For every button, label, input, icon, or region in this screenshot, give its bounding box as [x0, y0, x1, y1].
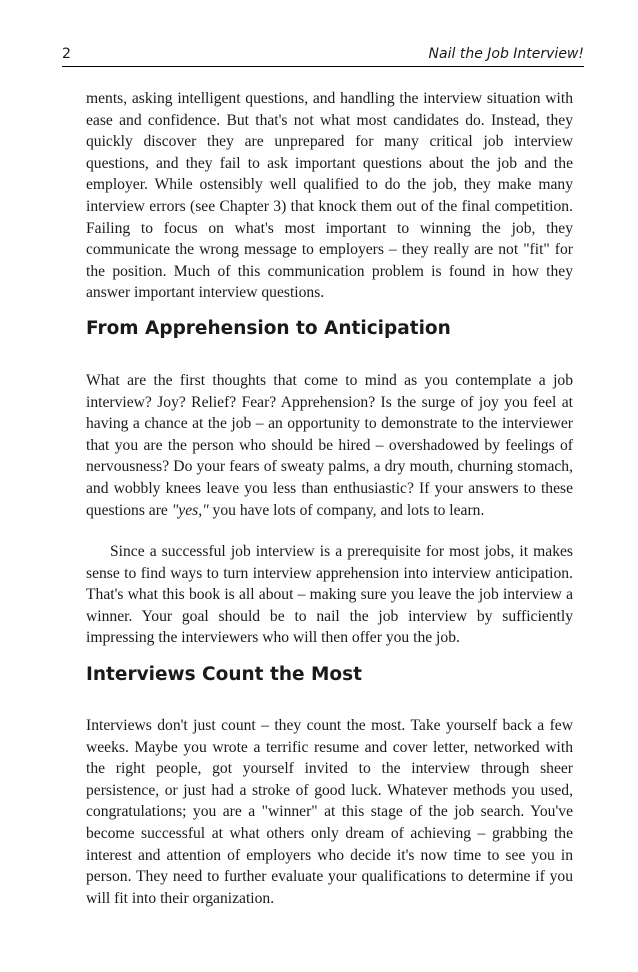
- paragraph-text: What are the first thoughts that come to mind as you contemplate a job interview? Joy? Relief? Fear? Apprehension? Is the surge of joy you feel at having a chance at the job – an opportunity to demonstrate to the interviewer that you are the person who should be hired – overshadowed by feelings of nervousness? Do your fears of sweaty palms, a dry mouth, churning stomach, and wobbly knees leave you less than enthusiastic? If your answers to these questions are: [86, 372, 573, 519]
- emphasis-yes: "yes,": [171, 501, 209, 519]
- page-header: [62, 44, 584, 67]
- paragraph-successful-interview: Since a successful job interview is a prerequisite for most jobs, it makes sense to find ways to turn interview apprehension into interview anticipation. That's what this book is all about – making sure you leave the job interview a winner. Your goal should be to nail the job interview by sufficiently impressing the interviewers who will then offer you the job.: [86, 543, 573, 647]
- page-number: 2: [62, 46, 71, 62]
- paragraph-text: you have lots of company, and lots to learn.: [208, 501, 485, 519]
- paragraph-first-thoughts: [86, 370, 573, 521]
- paragraph-interviews-count: Interviews don't just count – they count the most. Take yourself back a few weeks. Maybe you wrote a terrific resume and cover letter, networked with the right people, got yourself invited to the interview through sheer persistence, or just had a stroke of good luck. Whatever methods you used, congratulations; you are a "winner" at this stage of the job search. You've become successful at what others only dream of achieving – grabbing the interest and attention of employers who decide it's now time to see you in person. They need to further evaluate your qualifications to determine if you will fit into their organization.: [86, 717, 573, 907]
- paragraph-intro-continuation: ments, asking intelligent questions, and handling the interview situation with ease and confidence. But that's not what most candidates do. Instead, they quickly discover they are unprepared for many critical job interview questions, and they fail to ask important questions about the job and the employer. While ostensibly well qualified to do the job, they make many interview errors (see Chapter 3) that knock them out of the final competition. Failing to focus on what's most important to winning the job, they communicate the wrong message to employers – they really are not "fit" for the position. Much of this communication problem is found in how they answer important interview questions.: [86, 90, 573, 302]
- running-title: Nail the Job Interview!: [428, 46, 584, 62]
- section-heading-interviews-count: Interviews Count the Most: [86, 664, 362, 685]
- section-heading-apprehension: From Apprehension to Anticipation: [86, 318, 451, 339]
